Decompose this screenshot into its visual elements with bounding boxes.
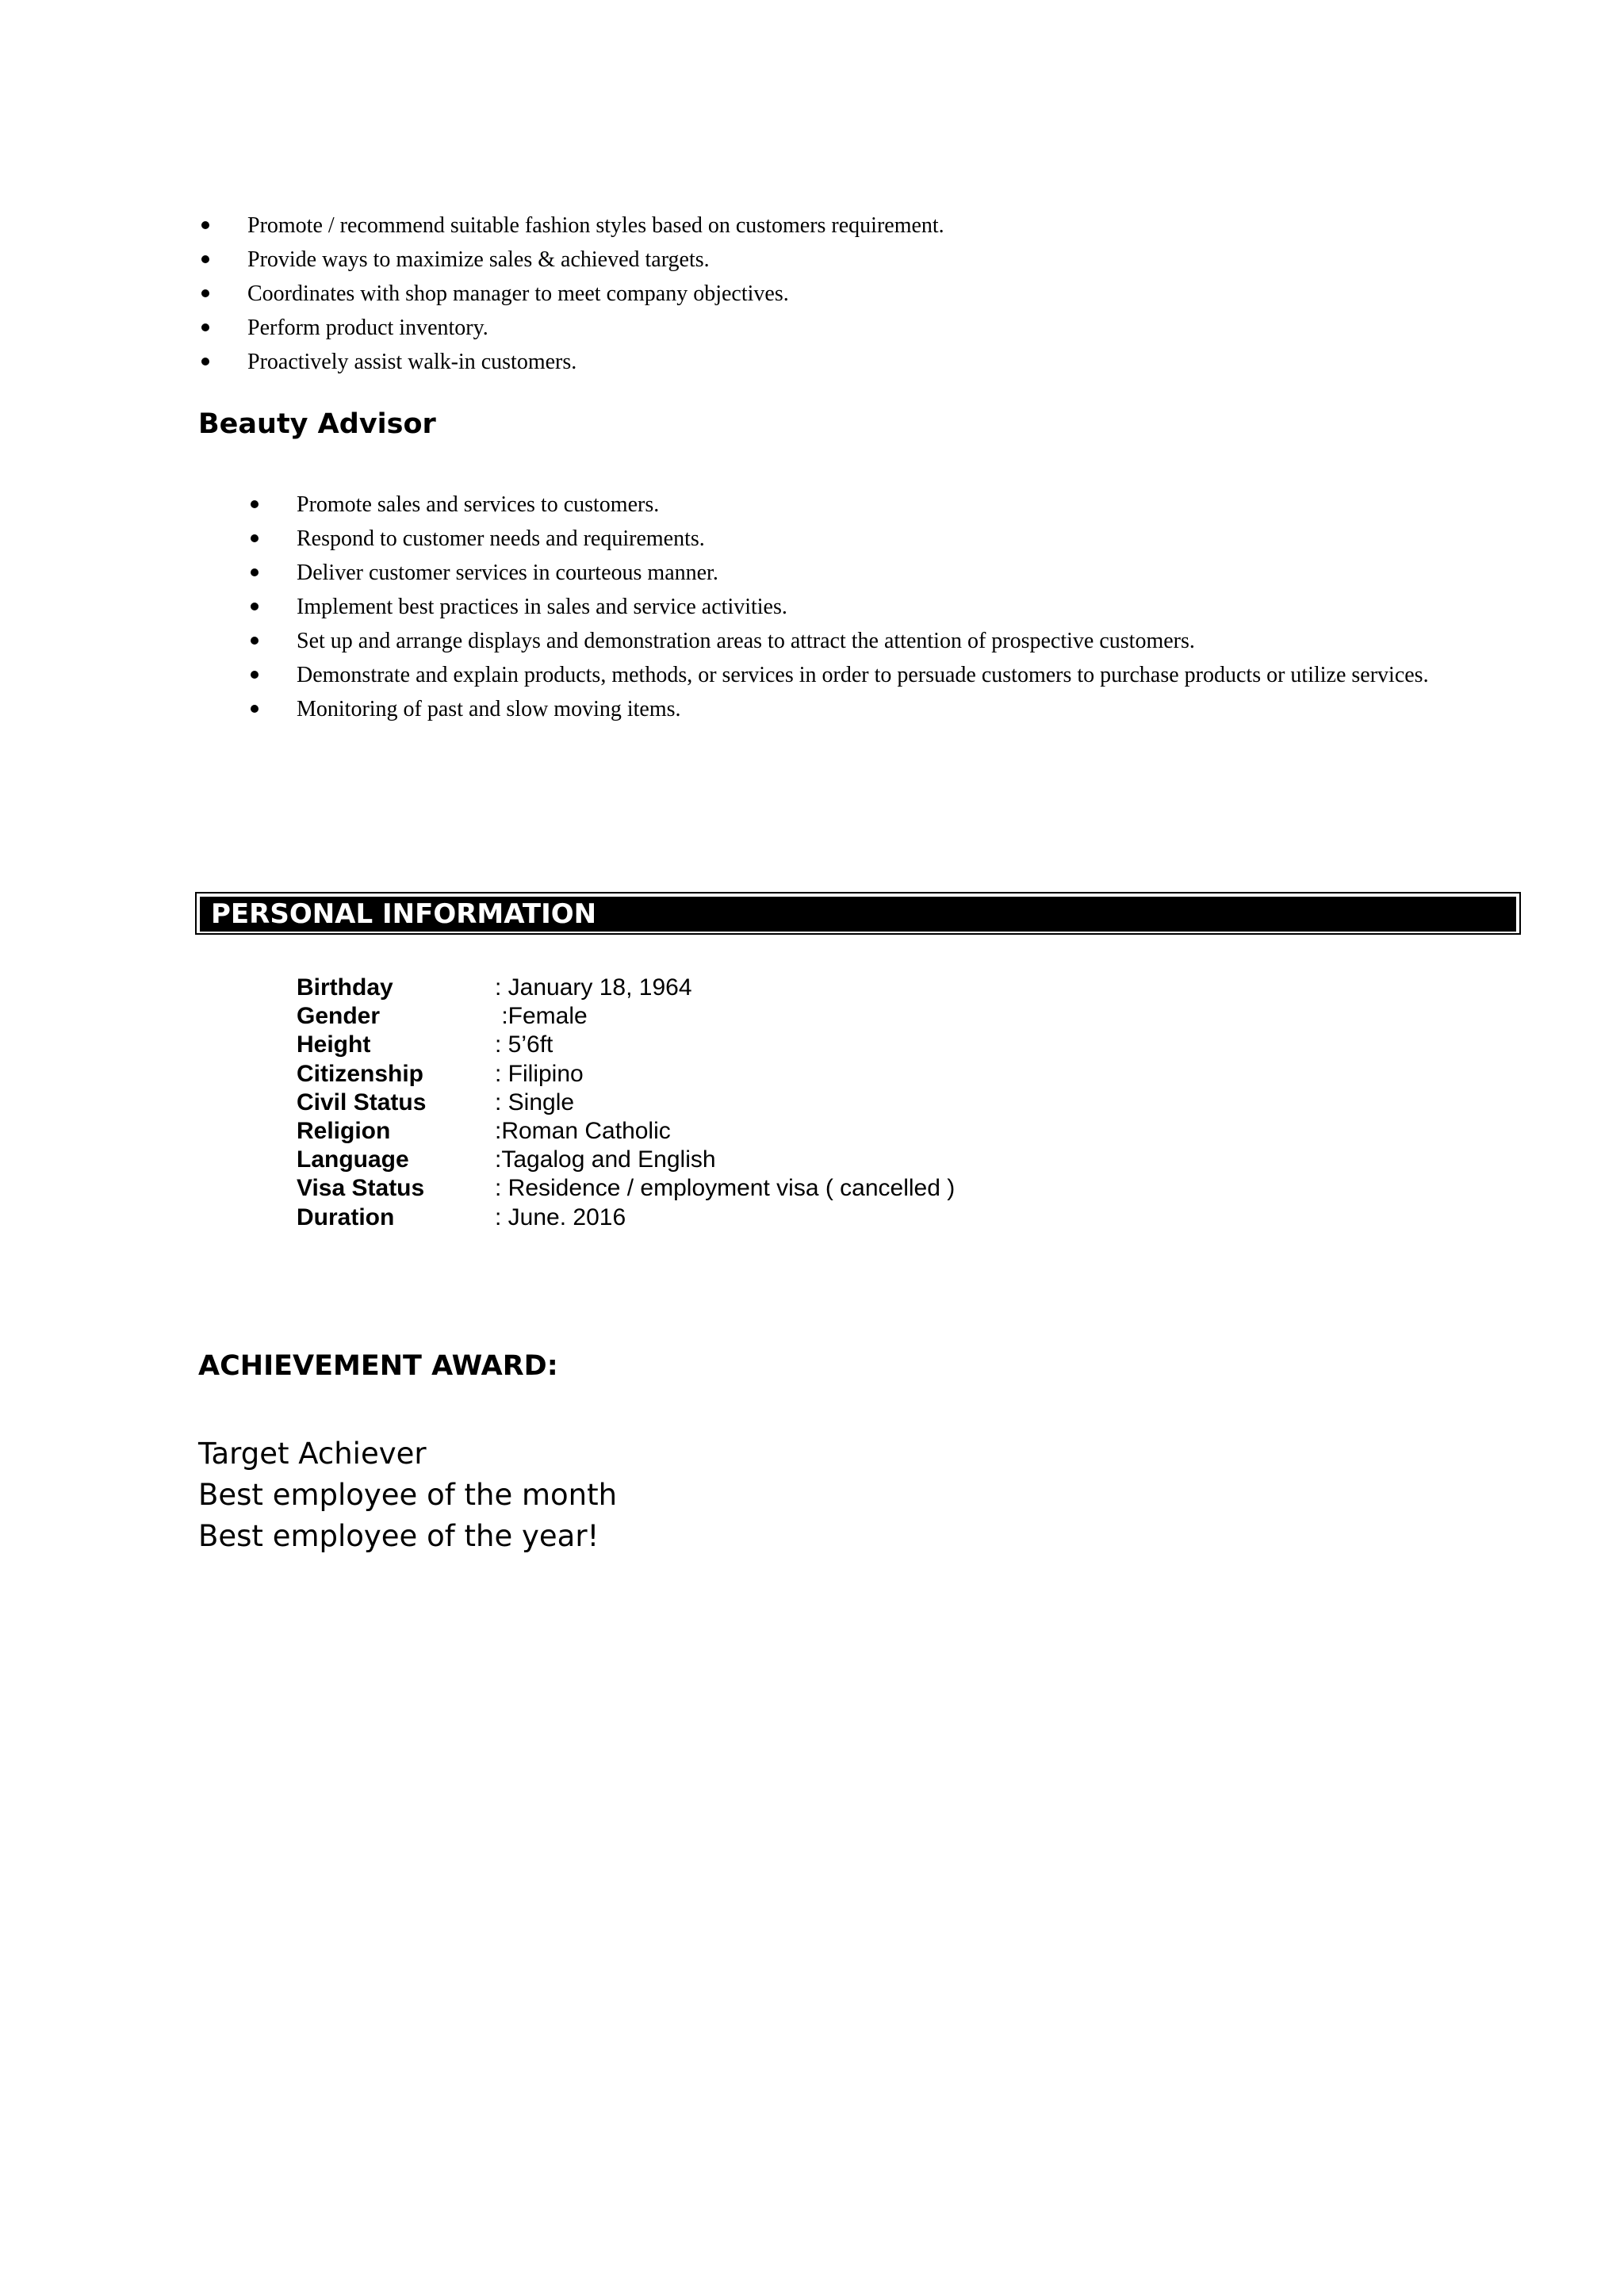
bullet-icon <box>201 255 209 263</box>
bullet-icon <box>201 358 209 365</box>
list-item: Monitoring of past and slow moving items. <box>247 692 1437 726</box>
info-label: Height <box>297 1031 371 1058</box>
achievement-item: Best employee of the month <box>198 1478 618 1512</box>
bullet-icon <box>201 221 209 229</box>
info-value: :Tagalog and English <box>495 1146 716 1173</box>
achievement-item: Target Achiever <box>198 1437 427 1471</box>
info-value: : Single <box>495 1089 575 1115</box>
bullet-icon <box>201 323 209 331</box>
list-item: Implement best practices in sales and service activities. <box>247 590 1437 624</box>
info-label: Religion <box>297 1117 391 1144</box>
bullet-icon <box>251 603 259 610</box>
info-label: Visa Status <box>297 1175 425 1202</box>
beauty-advisor-heading: Beauty Advisor <box>198 408 436 440</box>
bullet-icon <box>251 637 259 645</box>
list-item: Respond to customer needs and requirements. <box>247 522 1437 556</box>
list-item: Promote / recommend suitable fashion styles based on customers requirement. <box>198 209 1467 243</box>
list-item: Deliver customer services in courteous manner. <box>247 556 1437 590</box>
section-title: PERSONAL INFORMATION <box>211 898 597 930</box>
info-value: : June. 2016 <box>495 1203 626 1230</box>
achievement-list <box>198 1433 617 1557</box>
beauty-advisor-list <box>247 488 1437 726</box>
bullet-icon <box>251 534 259 542</box>
bullet-icon <box>251 568 259 576</box>
info-value: : Residence / employment visa ( cancelled ) <box>495 1175 956 1202</box>
info-value: :Roman Catholic <box>495 1117 671 1144</box>
bullet-icon <box>251 671 259 679</box>
list-item: Promote sales and services to customers. <box>247 488 1437 522</box>
info-label: Language <box>297 1146 409 1173</box>
info-label: Citizenship <box>297 1060 424 1087</box>
achievement-award-heading: ACHIEVEMENT AWARD: <box>198 1350 558 1382</box>
personal-information-header <box>195 892 1521 935</box>
bullet-icon <box>201 289 209 297</box>
info-value: : Filipino <box>495 1060 584 1087</box>
achievement-item: Best employee of the year! <box>198 1519 599 1553</box>
bullet-icon <box>251 705 259 713</box>
info-label: Duration <box>297 1203 395 1230</box>
list-item: Perform product inventory. <box>198 311 1467 345</box>
info-value: : January 18, 1964 <box>495 974 692 1001</box>
info-label: Birthday <box>297 974 393 1001</box>
list-item: Coordinates with shop manager to meet company objectives. <box>198 277 1467 311</box>
bullet-icon <box>251 500 259 508</box>
list-item: Demonstrate and explain products, methods, or services in order to persuade customers to purchase products or utilize services. <box>247 658 1437 692</box>
info-label: Civil Status <box>297 1089 427 1115</box>
info-value: :Female <box>495 1003 588 1030</box>
info-value: : 5’6ft <box>495 1031 553 1058</box>
info-label: Gender <box>297 1003 381 1030</box>
list-item: Provide ways to maximize sales & achieved targets. <box>198 243 1467 277</box>
list-item: Proactively assist walk-in customers. <box>198 345 1467 379</box>
duties-list <box>198 209 1467 379</box>
list-item: Set up and arrange displays and demonstration areas to attract the attention of prospective customers. <box>247 624 1437 658</box>
